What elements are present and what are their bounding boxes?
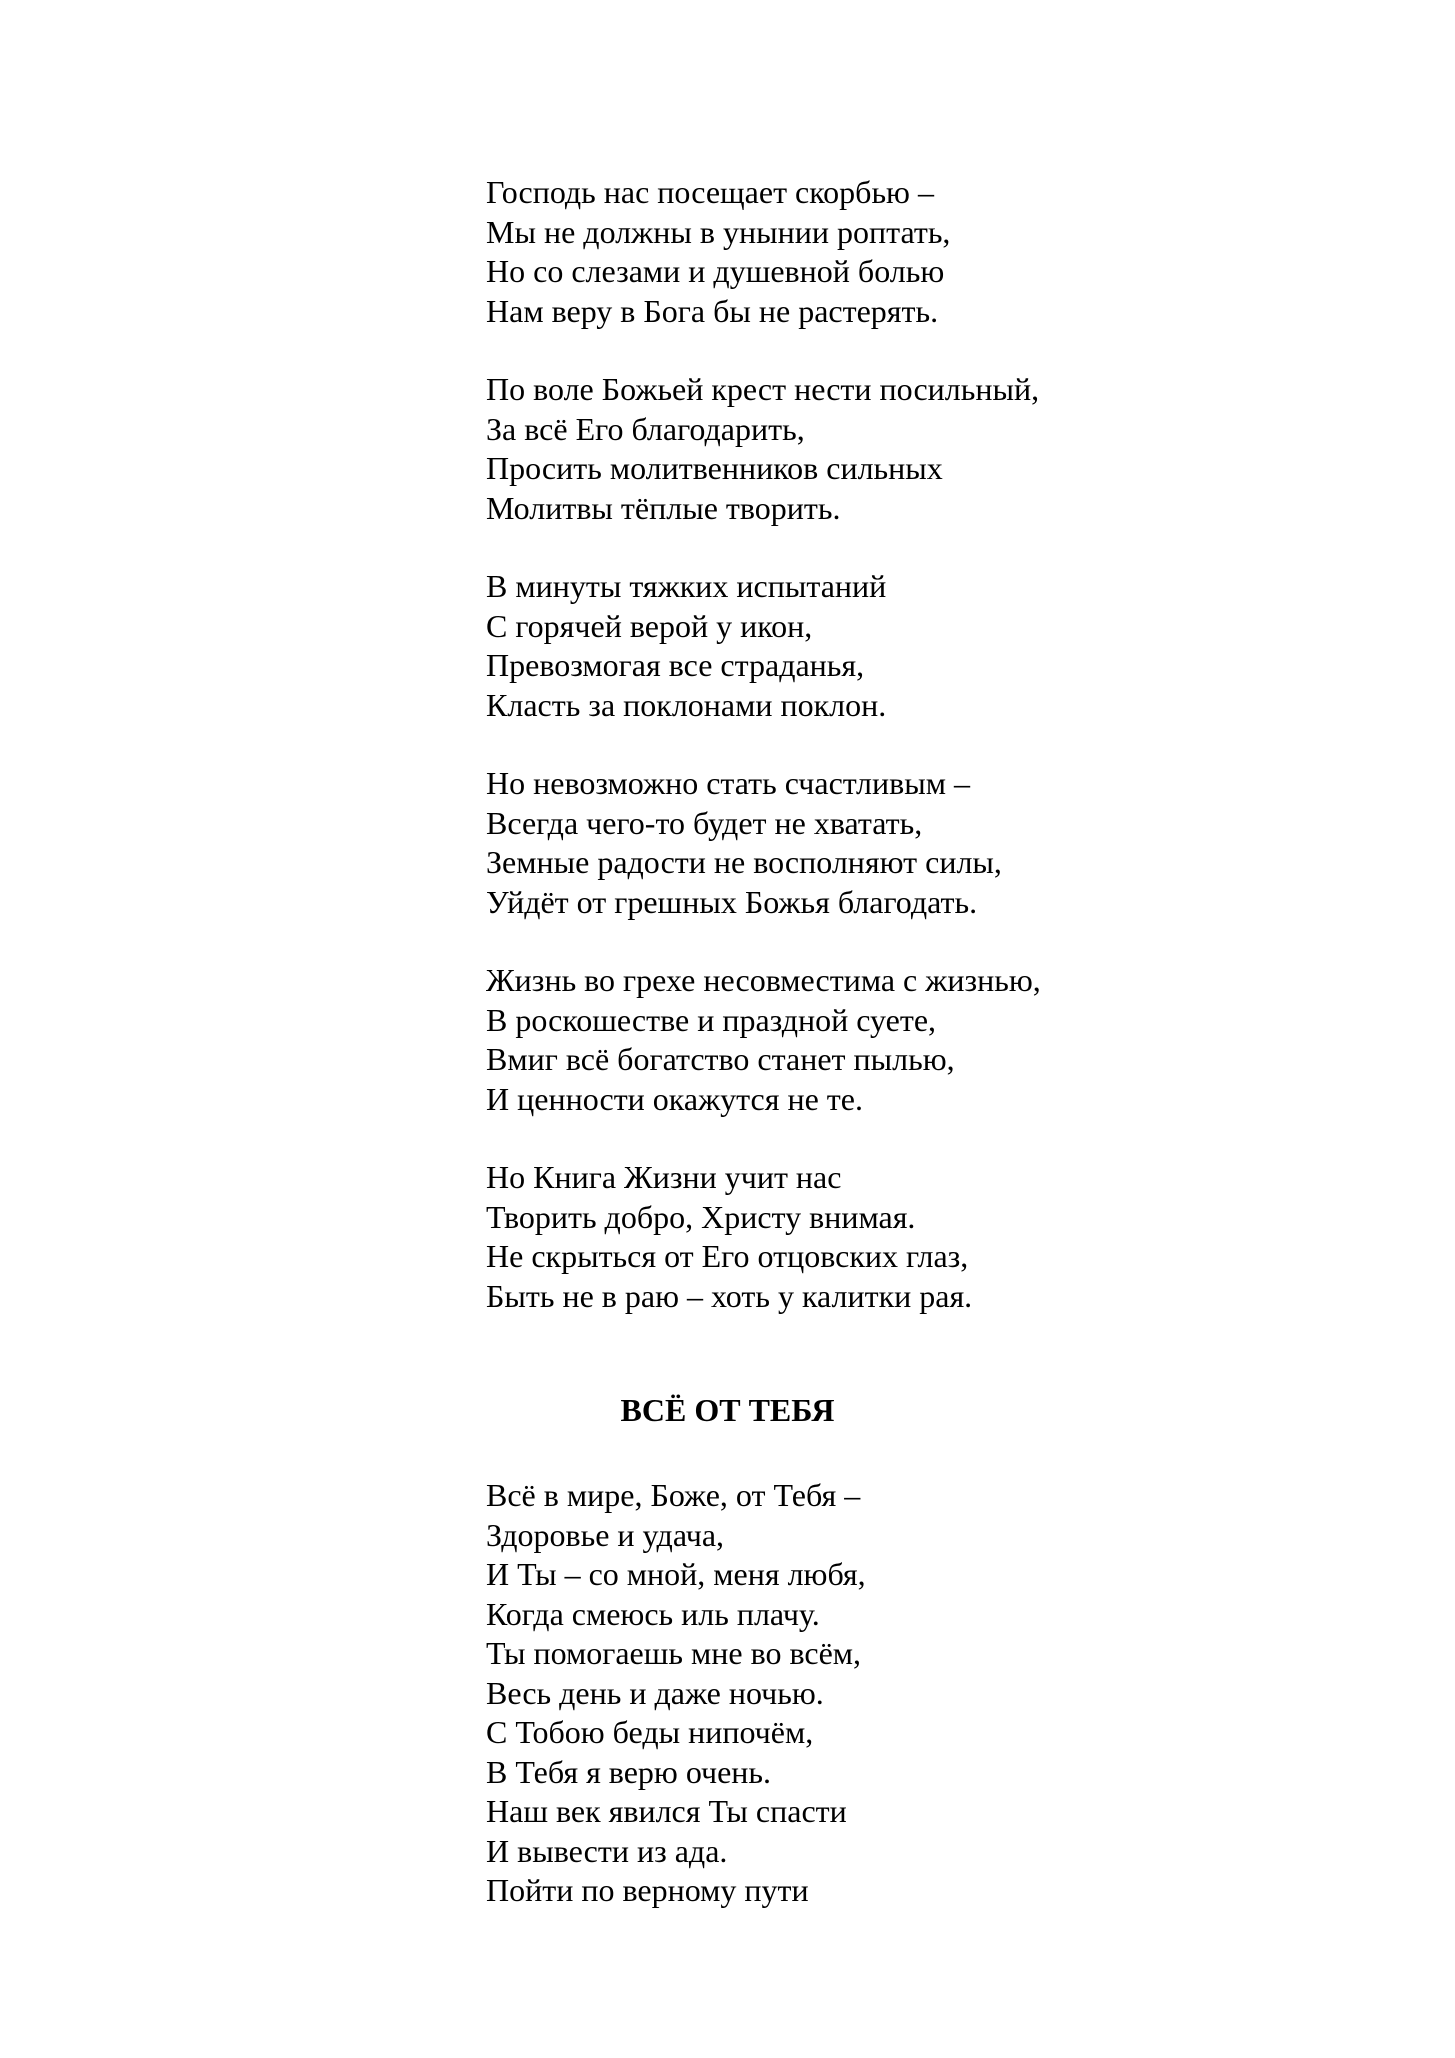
poem-one (486, 173, 1386, 1355)
poem-line: И ценности окажутся не те. (486, 1080, 863, 1117)
poem-line: Не скрыться от Его отцовских глаз, (486, 1238, 969, 1274)
poem-line: Но со слезами и душевной болью (486, 253, 945, 289)
poem-line: Но Книга Жизни учит нас (486, 1159, 842, 1195)
poem-line: Здоровье и удача, (486, 1516, 725, 1553)
poem-line: Весь день и даже ночью. (486, 1674, 824, 1711)
poem-line: В Тебя я верю очень. (486, 1753, 772, 1790)
poem-two (486, 1476, 1386, 1911)
poem-line: По воле Божьей крест нести посильный, (486, 371, 1040, 407)
poem-line: В минуты тяжких испытаний (486, 568, 887, 604)
poem-line: Молитвы тёплые творить. (486, 489, 841, 526)
poem-line: И Ты – со мной, меня любя, (486, 1556, 866, 1592)
poem-line: Класть за поклонами поклон. (486, 686, 887, 723)
poem-line: За всё Его благодарить, (486, 410, 805, 447)
poem-line: Всегда чего-то будет не хватать, (486, 804, 923, 841)
poem-line: Мы не должны в унынии роптать, (486, 213, 951, 250)
poem-line: С горячей верой у икон, (486, 607, 813, 644)
poem-line: Нам веру в Бога бы не растерять. (486, 292, 939, 329)
poem-line: Земные радости не восполняют силы, (486, 844, 1002, 880)
poem-line: Творить добро, Христу внимая. (486, 1198, 916, 1235)
poem-line: Пойти по верному пути (486, 1872, 809, 1908)
poem-line: Просить молитвенников сильных (486, 450, 943, 486)
poem-line: Ты помогаешь мне во всём, (486, 1635, 862, 1671)
poem-line: Превозмогая все страданья, (486, 647, 865, 683)
poem-line: Когда смеюсь иль плачу. (486, 1595, 820, 1632)
poem-line: И вывести из ада. (486, 1832, 728, 1869)
stanza-5 (486, 961, 1386, 1119)
poem-line: Господь нас посещает скорбью – (486, 174, 934, 210)
stanza-6 (486, 1158, 1386, 1316)
poem-line: Всё в мире, Боже, от Тебя – (486, 1477, 861, 1513)
poem-line: Но невозможно стать счастливым – (486, 765, 970, 801)
poem-line: Уйдёт от грешных Божья благодать. (486, 883, 978, 920)
stanza-4 (486, 764, 1386, 922)
poem-line: Наш век явился Ты спасти (486, 1793, 847, 1829)
poem-line: Жизнь во грехе несовместима с жизнью, (486, 962, 1041, 998)
stanza-3 (486, 567, 1386, 725)
poem-line: Вмиг всё богатство станет пылью, (486, 1041, 955, 1077)
stanza-1 (486, 173, 1386, 331)
poem-title: ВСЁ ОТ ТЕБЯ (620, 1392, 835, 1428)
poem-line: С Тобою беды нипочём, (486, 1714, 814, 1750)
poem-line: Быть не в раю – хоть у калитки рая. (486, 1277, 973, 1314)
poem-line: В роскошестве и праздной суете, (486, 1001, 937, 1038)
stanza-2 (486, 370, 1386, 528)
